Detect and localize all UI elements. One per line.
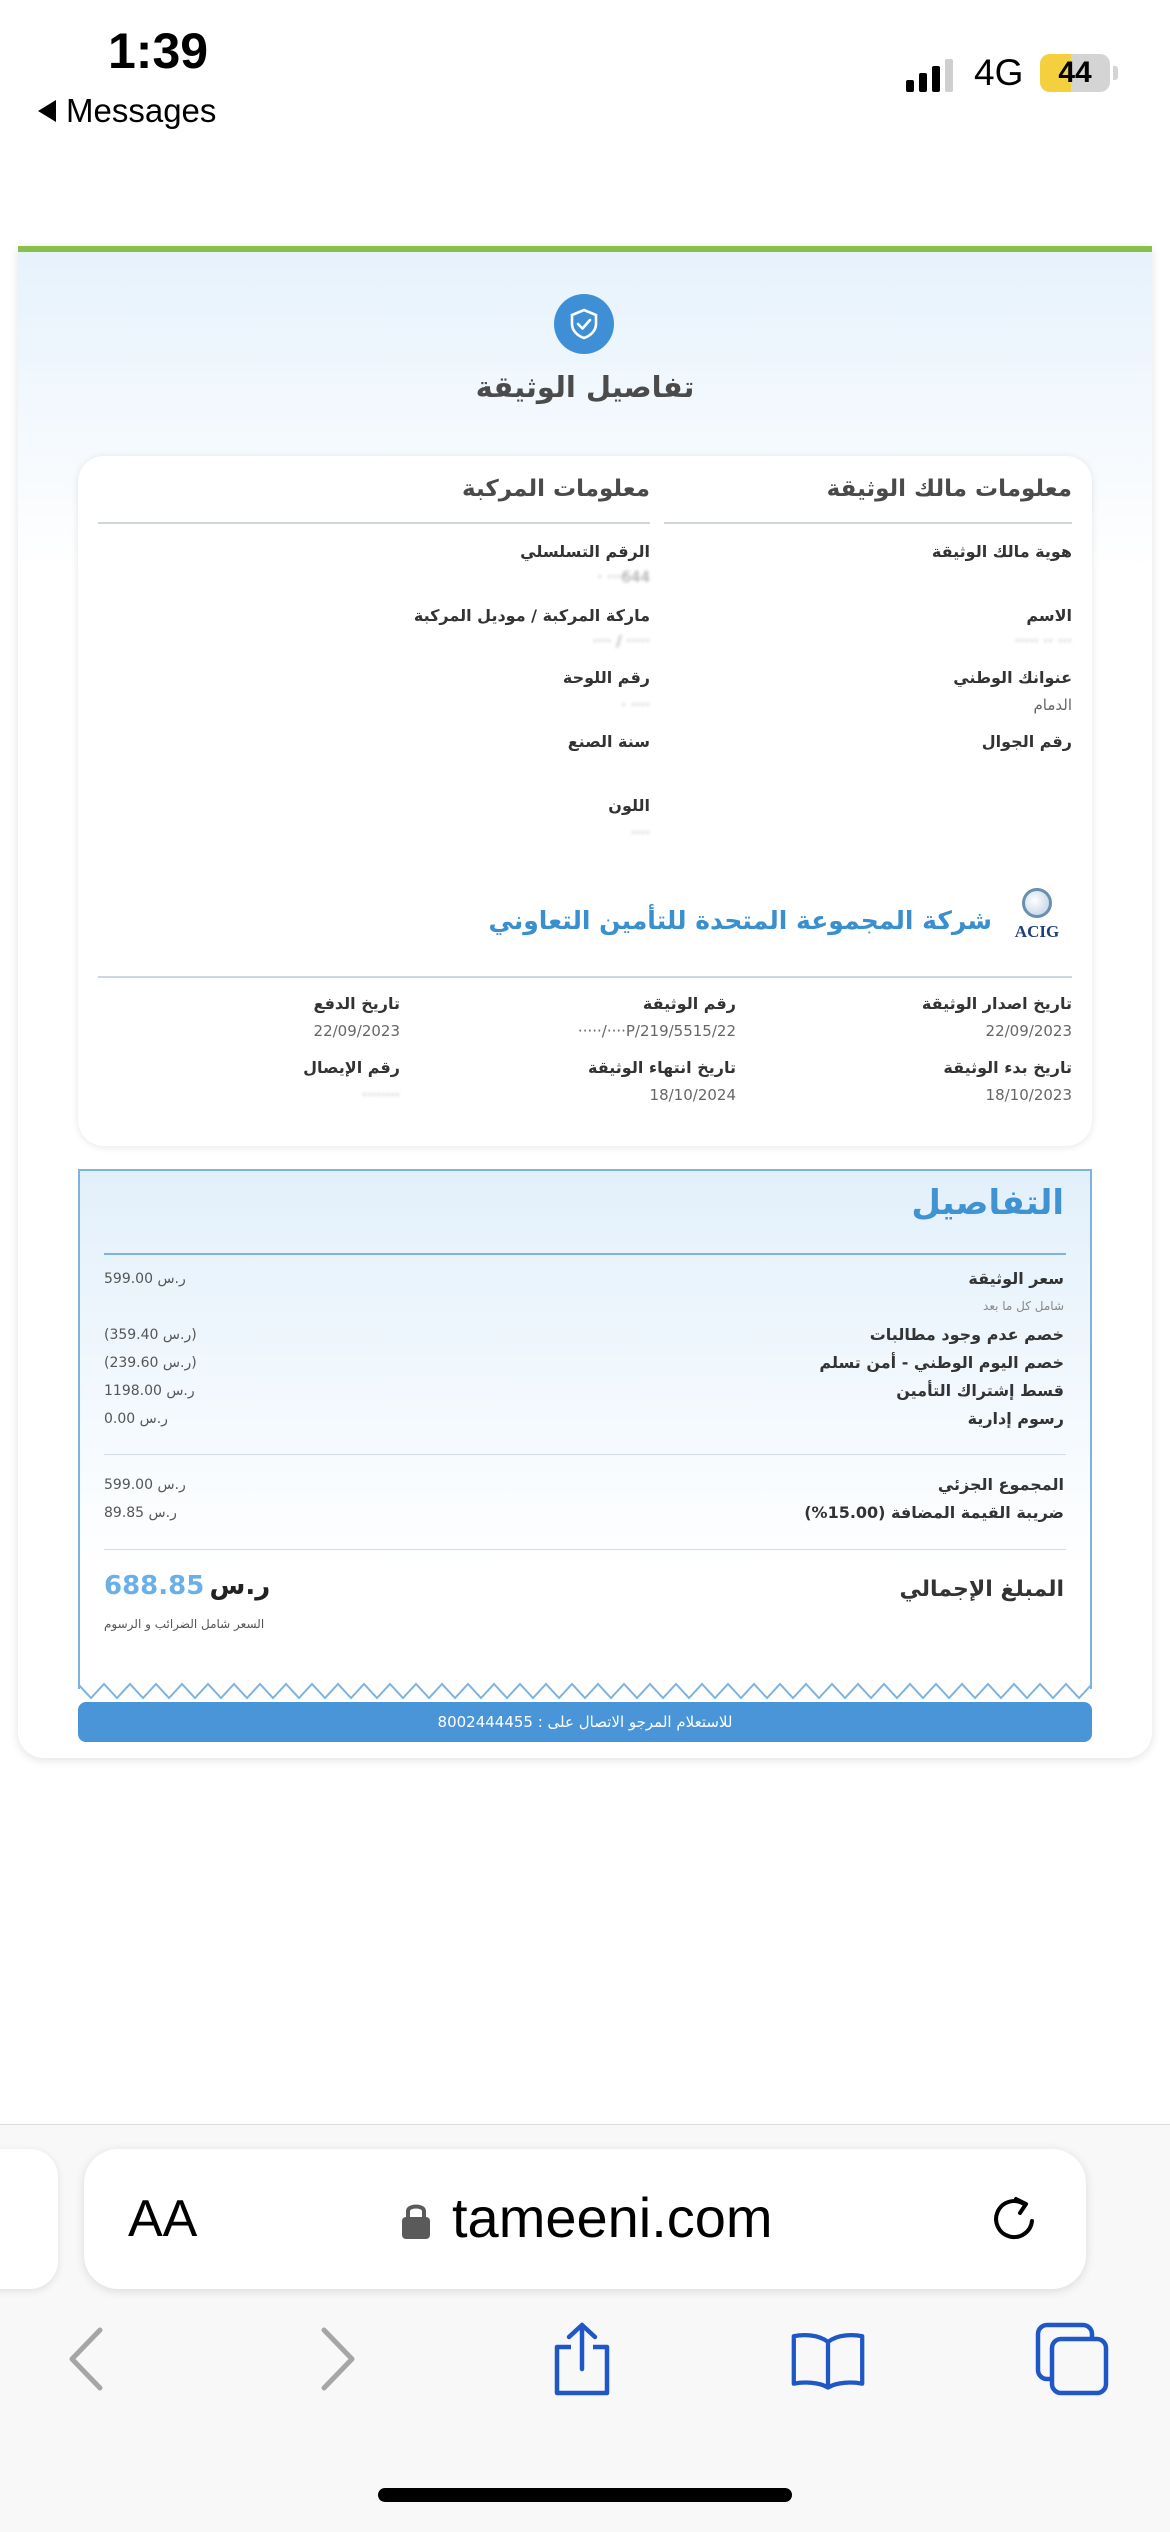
total-amount [104,1571,270,1601]
no-claims-discount-label: خصم عدم وجود مطالبات [869,1325,1064,1344]
total-separator [104,1549,1066,1550]
reload-icon[interactable] [986,2191,1042,2247]
start-date-label: تاريخ بدء الوثيقة [943,1058,1072,1077]
owner-name-label: الاسم [1026,606,1072,625]
start-date-value: 18/10/2023 [985,1086,1072,1104]
owner-address-value: الدمام [1033,696,1072,714]
admin-fees-value: 0.00 ر.س [104,1411,168,1427]
shield-check-icon [554,294,614,354]
vehicle-color-label: اللون [608,796,650,815]
clock: 1:39 [108,23,209,79]
tabs-icon [1034,2321,1110,2397]
vehicle-make-model-value: ····· / ···· [592,632,650,650]
payment-date-label: تاريخ الدفع [313,994,400,1013]
details-divider [104,1253,1066,1255]
company-divider [98,976,1072,978]
end-date-label: تاريخ انتهاء الوثيقة [588,1058,736,1077]
policy-page [18,246,1152,1758]
battery-level: 44 [1058,56,1092,89]
policy-number-value: P/219/5515/22····/····· [577,1022,736,1040]
chevron-left-icon [66,2326,106,2392]
insurance-company-name: شركة المجموعة المتحدة للتأمين التعاوني [488,906,992,935]
vat-label: ضريبة القيمة المضافة (15.00%) [804,1503,1064,1522]
subtotal-value: 599.00 ر.س [104,1477,186,1493]
owner-section-divider [664,522,1072,524]
total-value: 688.85 [104,1571,205,1601]
page-title: تفاصيل الوثيقة [475,370,695,404]
included-note: شامل كل ما بعد [983,1299,1064,1313]
bookmarks-button[interactable] [790,2321,866,2397]
vehicle-make-model-label: ماركة المركبة / موديل المركبة [413,606,650,625]
contact-bar: للاستعلام المرجو الاتصال على : 8002444455 [78,1702,1092,1742]
admin-fees-label: رسوم إدارية [967,1409,1064,1428]
receipt-zigzag-edge [78,1680,1092,1704]
premium-value: 1198.00 ر.س [104,1383,195,1399]
vehicle-section-title: معلومات المركبة [462,476,650,502]
back-app-label: Messages [66,92,217,129]
vehicle-serial-label: الرقم التسلسلي [520,542,650,561]
previous-tab-preview[interactable] [0,2149,58,2289]
acig-globe-icon [1022,888,1052,918]
national-day-discount-value: (239.60 ر.س) [104,1355,197,1371]
policy-info-card [78,456,1092,1146]
policy-number-label: رقم الوثيقة [642,994,736,1013]
vehicle-plate-value: ···· · [621,696,650,714]
details-title: التفاصيل [911,1183,1064,1223]
back-button[interactable] [48,2321,124,2397]
receipt-number-label: رقم الإيصال [303,1058,400,1077]
issue-date-value: 22/09/2023 [985,1022,1072,1040]
browser-toolbar [0,2124,1170,2532]
tabs-button[interactable] [1034,2321,1110,2397]
cellular-signal-icon [906,58,953,92]
national-day-discount-label: خصم اليوم الوطني - أمن تسلم [819,1353,1064,1372]
chevron-right-icon [318,2326,358,2392]
vehicle-year-label: سنة الصنع [567,732,650,751]
vat-value: 89.85 ر.س [104,1505,177,1521]
text-size-button[interactable]: AA [128,2190,198,2248]
owner-name-value: ··· ·· ····· [1014,632,1072,650]
policy-price-value: 599.00 ر.س [104,1271,186,1287]
acig-logo-text: ACIG [1014,922,1060,941]
lock-icon [400,2199,432,2241]
forward-button[interactable] [300,2321,376,2397]
battery-nub [1113,66,1118,80]
back-arrow-icon [38,100,56,122]
owner-mobile-label: رقم الجوال [981,732,1072,751]
receipt-number-value: ········ [361,1086,400,1104]
home-indicator[interactable] [378,2488,792,2502]
premium-label: قسط إشتراك التأمين [896,1381,1064,1400]
subtotal-label: المجموع الجزئي [937,1475,1064,1494]
vehicle-plate-label: رقم اللوحة [562,668,650,687]
address-bar[interactable] [84,2149,1086,2289]
vehicle-color-value: ···· [630,824,650,842]
owner-address-label: عنوانك الوطني [953,668,1072,687]
share-icon [549,2321,615,2397]
price-details-panel [78,1169,1092,1689]
subtotal-separator [104,1454,1066,1455]
owner-id-label: هوية مالك الوثيقة [931,542,1072,561]
back-to-messages-link[interactable] [38,92,216,130]
policy-price-label: سعر الوثيقة [968,1269,1064,1288]
url-text[interactable]: tameeni.com [452,2186,773,2249]
vehicle-serial-value: 644··· · [597,568,650,586]
total-note: السعر شامل الضرائب و الرسوم [104,1617,265,1631]
battery-icon [1040,54,1110,92]
vehicle-section-divider [98,522,650,524]
end-date-value: 18/10/2024 [649,1086,736,1104]
total-currency: ر.س [209,1571,271,1601]
network-type: 4G [974,52,1024,93]
total-label: المبلغ الإجمالي [899,1577,1064,1602]
issue-date-label: تاريخ اصدار الوثيقة [921,994,1072,1013]
share-button[interactable] [544,2321,620,2397]
book-icon [790,2327,866,2391]
acig-logo [1010,888,1064,958]
no-claims-discount-value: (359.40 ر.س) [104,1327,197,1343]
payment-date-value: 22/09/2023 [313,1022,400,1040]
status-bar [0,0,1170,140]
owner-section-title: معلومات مالك الوثيقة [826,476,1072,502]
